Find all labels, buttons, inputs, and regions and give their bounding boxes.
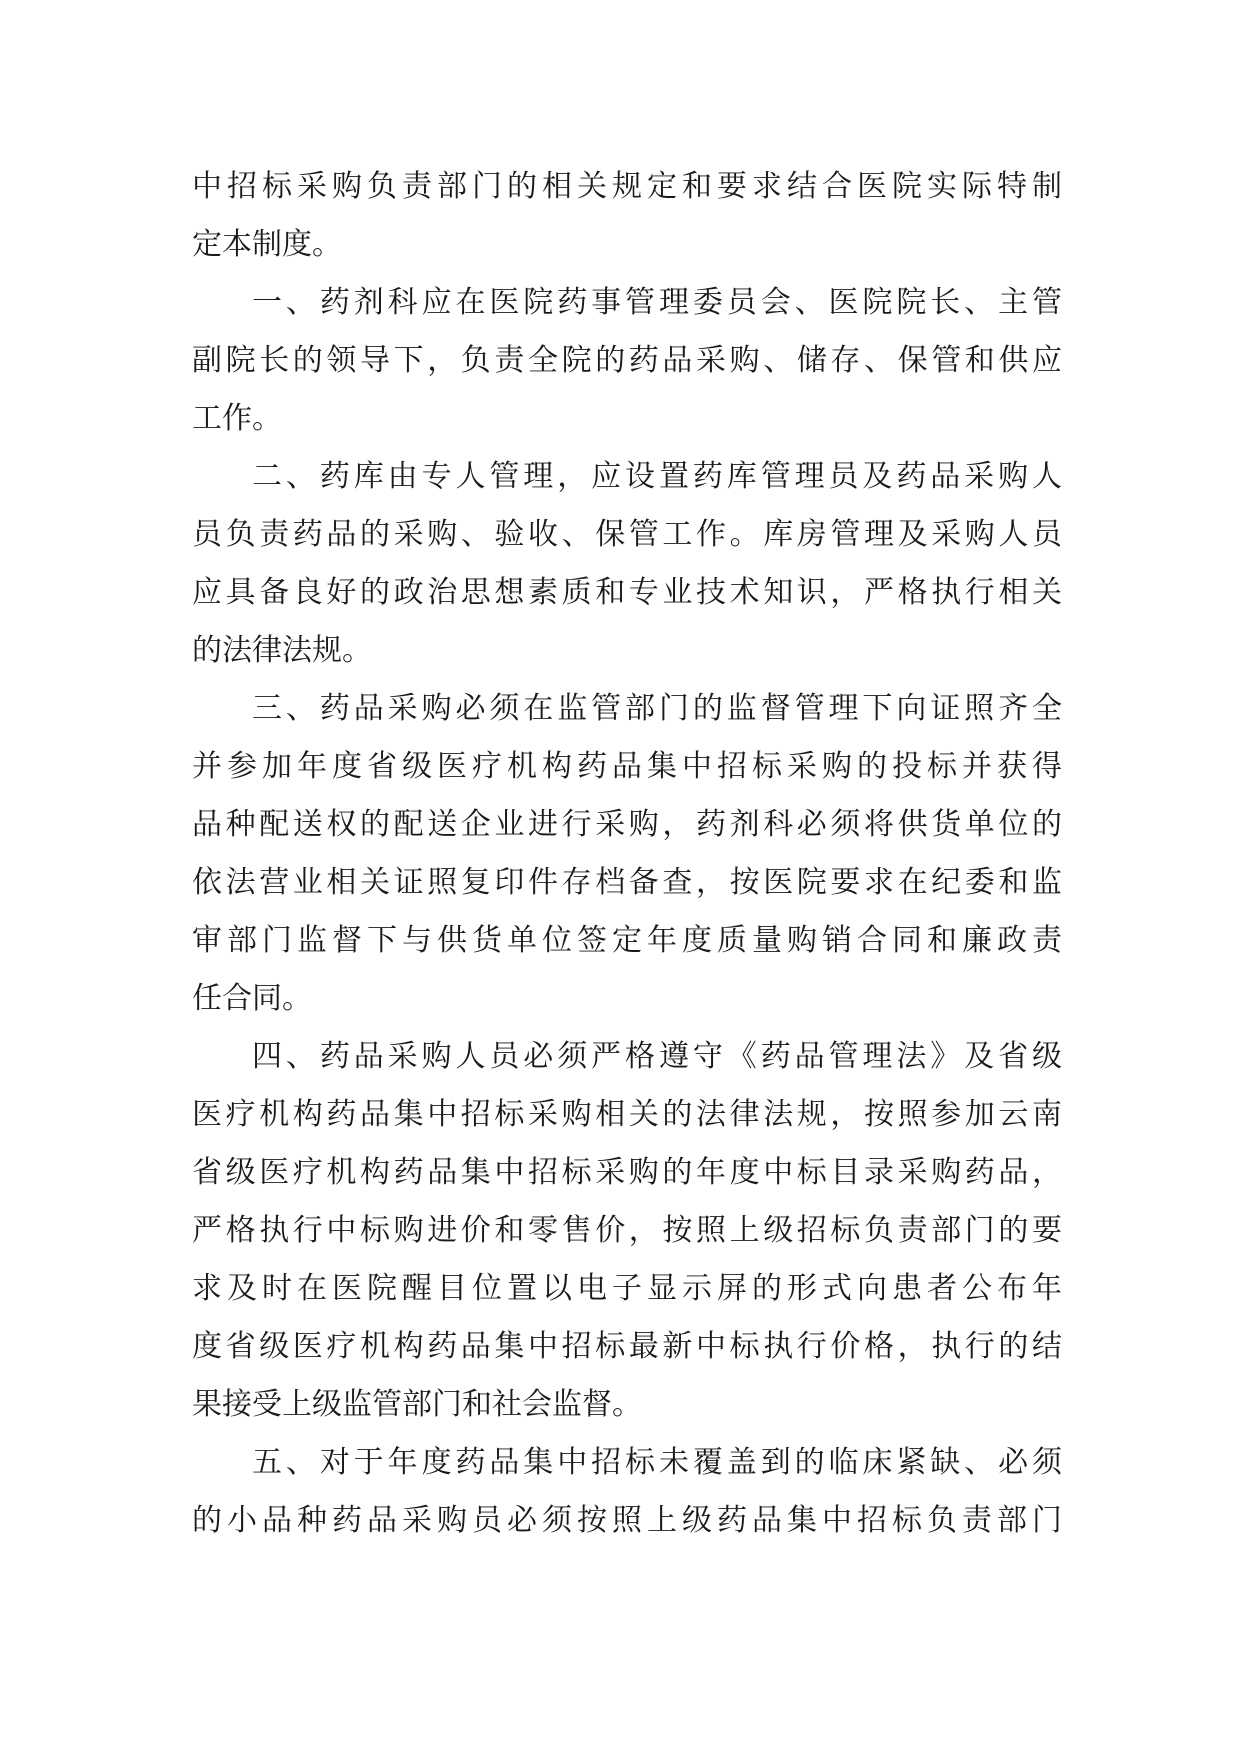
line-text: 员负责药品的采购、验收、保管工作。库房管理及采购人员 (192, 517, 1066, 552)
text-line (192, 680, 1066, 738)
text-line (192, 1492, 1067, 1550)
line-text: 省级医疗机构药品集中招标采购的年度中标目录采购药品， (192, 1155, 1066, 1190)
text-line (192, 1260, 1067, 1318)
line-text: 工作。 (192, 401, 282, 436)
text-line (192, 1202, 1066, 1260)
document-body (192, 158, 1067, 1550)
text-line (192, 622, 1062, 680)
line-text: 任合同。 (192, 981, 312, 1016)
line-text: 五、对于年度药品集中招标未覆盖到的临床紧缺、必须 (252, 1445, 1066, 1480)
line-text: 并参加年度省级医疗机构药品集中招标采购的投标并获得 (192, 749, 1067, 784)
line-text: 应具备良好的政治思想素质和专业技术知识，严格执行相关 (192, 575, 1066, 610)
text-line (192, 912, 1067, 970)
text-line (192, 564, 1066, 622)
line-text: 的法律法规。 (192, 633, 372, 668)
text-line (192, 216, 1062, 274)
line-text: 品种配送权的配送企业进行采购，药剂科必须将供货单位的 (192, 807, 1066, 842)
line-text: 三、药品采购必须在监管部门的监督管理下向证照齐全 (252, 691, 1066, 726)
text-line (192, 332, 1066, 390)
line-text: 严格执行中标购进价和零售价，按照上级招标负责部门的要 (192, 1213, 1066, 1248)
line-text: 医疗机构药品集中招标采购相关的法律法规，按照参加云南 (192, 1097, 1066, 1132)
text-line (192, 390, 1062, 448)
line-text: 审部门监督下与供货单位签定年度质量购销合同和廉政责 (192, 923, 1067, 958)
text-line (192, 970, 1062, 1028)
text-line (192, 738, 1067, 796)
line-text: 定本制度。 (192, 227, 342, 262)
text-line (192, 1144, 1066, 1202)
line-text: 一、药剂科应在医院药事管理委员会、医院院长、主管 (252, 285, 1066, 320)
line-text: 副院长的领导下，负责全院的药品采购、储存、保管和供应 (192, 343, 1066, 378)
line-text: 求及时在医院醒目位置以电子显示屏的形式向患者公布年 (192, 1271, 1067, 1306)
text-line (192, 158, 1067, 216)
line-text: 二、药库由专人管理，应设置药库管理员及药品采购人 (252, 459, 1066, 494)
text-line (192, 796, 1066, 854)
text-line (192, 1086, 1066, 1144)
line-text: 四、药品采购人员必须严格遵守《药品管理法》及省级 (252, 1039, 1066, 1074)
text-line (192, 1318, 1066, 1376)
line-text: 依法营业相关证照复印件存档备查，按医院要求在纪委和监 (192, 865, 1066, 900)
text-line (192, 854, 1066, 912)
line-text: 中招标采购负责部门的相关规定和要求结合医院实际特制 (192, 169, 1067, 204)
line-text: 的小品种药品采购员必须按照上级药品集中招标负责部门 (192, 1503, 1067, 1538)
text-line (192, 1376, 1062, 1434)
text-line (192, 506, 1066, 564)
line-text: 果接受上级监管部门和社会监督。 (192, 1387, 642, 1422)
text-line (192, 1434, 1066, 1492)
line-text: 度省级医疗机构药品集中招标最新中标执行价格，执行的结 (192, 1329, 1066, 1364)
text-line (192, 274, 1066, 332)
text-line (192, 448, 1066, 506)
text-line (192, 1028, 1066, 1086)
